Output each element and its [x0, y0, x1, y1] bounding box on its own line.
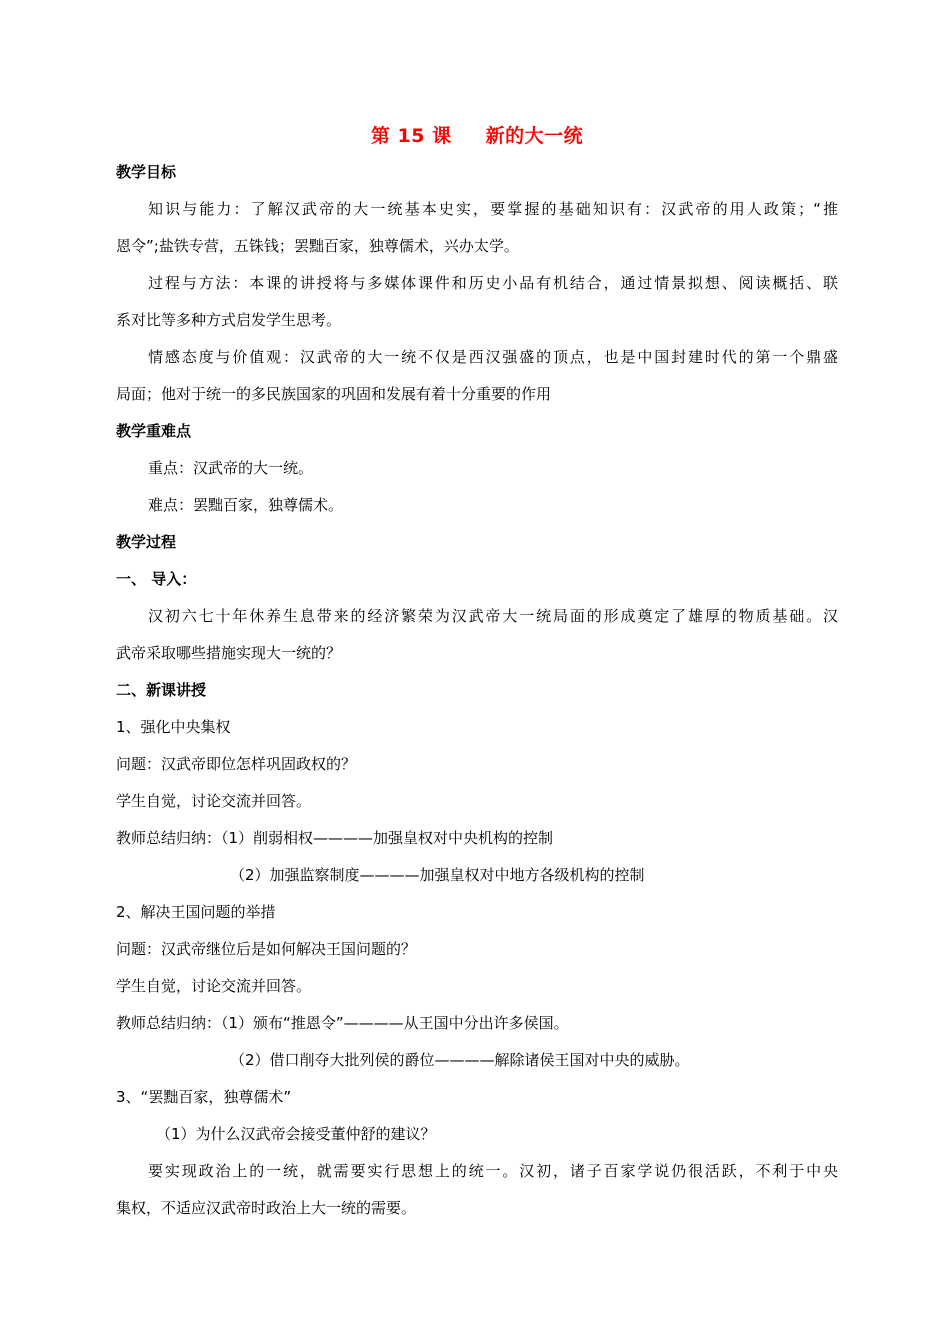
section-3-answer-line-2: 集权，不适应汉武帝时政治上大一统的需要。: [116, 1199, 417, 1217]
intro-line-1: 汉初六七十年休养生息带来的经济繁荣为汉武帝大一统局面的形成奠定了雄厚的物质基础。汉: [148, 607, 838, 625]
lesson-title: [116, 118, 838, 154]
objectives-heading: 教学目标: [116, 163, 177, 181]
key-point-focus: 重点：汉武帝的大一统。: [148, 459, 314, 477]
section-1-students: 学生自觉，讨论交流并回答。: [116, 792, 312, 810]
section-1-question: 问题：汉武帝即位怎样巩固政权的？: [116, 755, 357, 773]
lesson-name: 新的大一统: [485, 125, 584, 147]
key-points-heading: 教学重难点: [116, 422, 192, 440]
objective-process-line-2: 系对比等多种方式启发学生思考。: [116, 311, 342, 329]
section-3-answer-line-1: 要实现政治上的一统，就需要实行思想上的统一。汉初，诸子百家学说仍很活跃，不利于中央: [148, 1162, 838, 1180]
objective-emotion-line-1: 情感态度与价值观：汉武帝的大一统不仅是西汉强盛的顶点，也是中国封建时代的第一个鼎盛: [148, 348, 838, 366]
lesson-number: 第 15 课: [370, 125, 452, 147]
intro-line-2: 武帝采取哪些措施实现大一统的？: [116, 644, 342, 662]
section-2-title: 2、解决王国问题的举措: [116, 903, 276, 921]
key-point-difficulty: 难点：罢黜百家，独尊儒术。: [148, 496, 344, 514]
section-1-summary-1: 教师总结归纳：（1）削弱相权————加强皇权对中央机构的控制: [116, 829, 554, 847]
section-3-question-1: （1）为什么汉武帝会接受董仲舒的建议？: [156, 1125, 436, 1143]
section-1-summary-2: （2）加强监察制度————加强皇权对中地方各级机构的控制: [230, 866, 645, 884]
section-3-title: 3、“罢黜百家，独尊儒术”: [116, 1088, 292, 1106]
section-2-students: 学生自觉，讨论交流并回答。: [116, 977, 312, 995]
process-heading: 教学过程: [116, 533, 177, 551]
section-1-title: 1、强化中央集权: [116, 718, 231, 736]
section-2-summary-1: 教师总结归纳：（1）颁布“推恩令”————从王国中分出许多侯国。: [116, 1014, 569, 1032]
section-2-question: 问题：汉武帝继位后是如何解决王国问题的？: [116, 940, 417, 958]
document-page: [116, 118, 838, 1227]
objective-emotion-line-2: 局面；他对于统一的多民族国家的巩固和发展有着十分重要的作用: [116, 385, 552, 403]
new-lesson-heading: 二、新课讲授: [116, 681, 207, 699]
section-2-summary-2: （2）借口削夺大批列侯的爵位————解除诸侯王国对中央的威胁。: [230, 1051, 690, 1069]
objective-knowledge-line-1: 知识与能力：了解汉武帝的大一统基本史实，要掌握的基础知识有：汉武帝的用人政策；“推: [148, 200, 838, 218]
intro-heading: 一、 导入：: [116, 570, 197, 588]
objective-knowledge-line-2: 恩令”;盐铁专营，五铢钱；罢黜百家，独尊儒术，兴办太学。: [116, 237, 519, 255]
objective-process-line-1: 过程与方法：本课的讲授将与多媒体课件和历史小品有机结合，通过情景拟想、阅读概括、联: [148, 274, 838, 292]
